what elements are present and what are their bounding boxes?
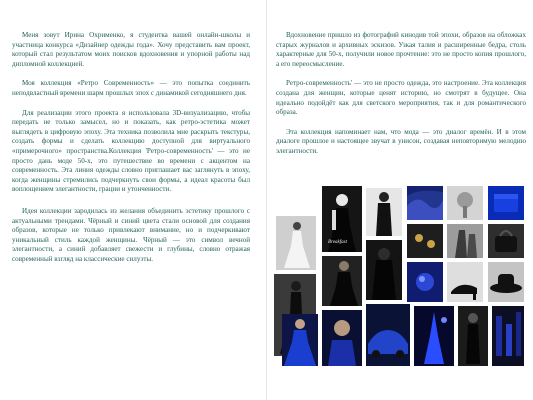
moodboard-collage xyxy=(276,186,526,370)
photo-blue-silk xyxy=(407,186,443,220)
photo-black-collar xyxy=(366,240,402,300)
left-text-column xyxy=(12,31,250,264)
left-paragraph-idea: Идея коллекции зародилась из желания объединить эстетику прошлого с актуальными трендами. Чёрный и синий цвета стали основой для создания образов, которые не только привлекают внимание, но и подчеркивают уникальный стиль каждой женщины. Чёрный — это символ вечной элегантности, а синий добавляет свежести и глубины, словно отражая современный взгляд на классические силуэты. xyxy=(12,206,250,263)
photo-black-suit xyxy=(366,188,402,236)
photo-blue-car xyxy=(366,304,410,366)
right-paragraph-mood: Ретро-современность' — это не просто одежда, это настроение. Эта коллекция создана для женщин, которые ценят историю, но смотрят в будущее. Она идеально подойдёт как для светского мероприятия, так и для романтического образа. xyxy=(276,79,526,117)
photo-blue-box xyxy=(488,186,524,220)
photo-black-hat xyxy=(488,262,524,302)
left-paragraph-collection: Моя коллекция «Ретро Современность» — это попытка соединить неподвластный времени шарм прошлых эпох с динамикой сегодняшнего дня. xyxy=(12,79,250,97)
photo-blue-tower xyxy=(414,306,454,366)
photo-black-heels xyxy=(447,262,483,302)
photo-blue-jewel xyxy=(407,262,443,302)
photo-dark-bag xyxy=(488,224,524,258)
photo-silver-lamp xyxy=(447,186,483,220)
photo-grey-gloves xyxy=(447,224,483,258)
photo-dark-silhouette xyxy=(458,306,488,366)
right-paragraph-inspiration: Вдохновение пришло из фотографий кинодив той эпохи, образов на обложках старых журналов и архивных эскизов. Узкая талия и расширенные бедра, столь характерные для 50-х, получили новое прочтение: это не просто копия прошлого, а его переосмысление. xyxy=(276,31,526,68)
right-paragraph-dialogue: Эта коллекция напоминает нам, что мода — это диалог времён. И в этом диалоге прошлое и настоящее звучат в унисон, создавая неповторимую мелодию элегантности. xyxy=(276,127,526,155)
photo-blue-gown xyxy=(282,314,318,366)
photo-breakfast xyxy=(322,186,362,252)
left-paragraph-intro: Меня зовут Ирина Охрименко, я студентка вашей онлайн-школы и участница конкурса «Дизайнер одежды года». Хочу представить вам проект, который стал результатом моих поисков вдохновения и упорной работы над дипломной коллекцией. xyxy=(12,31,250,68)
breakfast-caption: Breakfast xyxy=(328,240,347,245)
photo-black-dress-center xyxy=(322,256,362,306)
photo-white-dress xyxy=(276,216,316,270)
photo-night-street xyxy=(492,306,524,366)
photo-blue-portrait xyxy=(322,310,362,366)
left-paragraph-3d: Для реализации этого проекта я использовала 3D-визуализацию, чтобы передать не только замысел, но и показать, как ретро-эстетика может выглядеть в цифровую эпоху. Эта техника позволила мне раскрыть текстуры, создать формы и сделать коллекцию доступной для виртуального «примерочного» пространства.Коллекция 'Ретро-современность' — это не просто дань моде 50-х, это путешествие во времени с акцентом на современность. Эта линия одежды словно приглашает вас заглянуть в эпоху, когда женщины стремились подчеркнуть свои формы, а идеал красоты был воплощением элегантности, грации и утонченности. xyxy=(12,108,250,194)
right-text-column xyxy=(276,31,526,157)
photo-gold-earrings xyxy=(407,224,443,258)
